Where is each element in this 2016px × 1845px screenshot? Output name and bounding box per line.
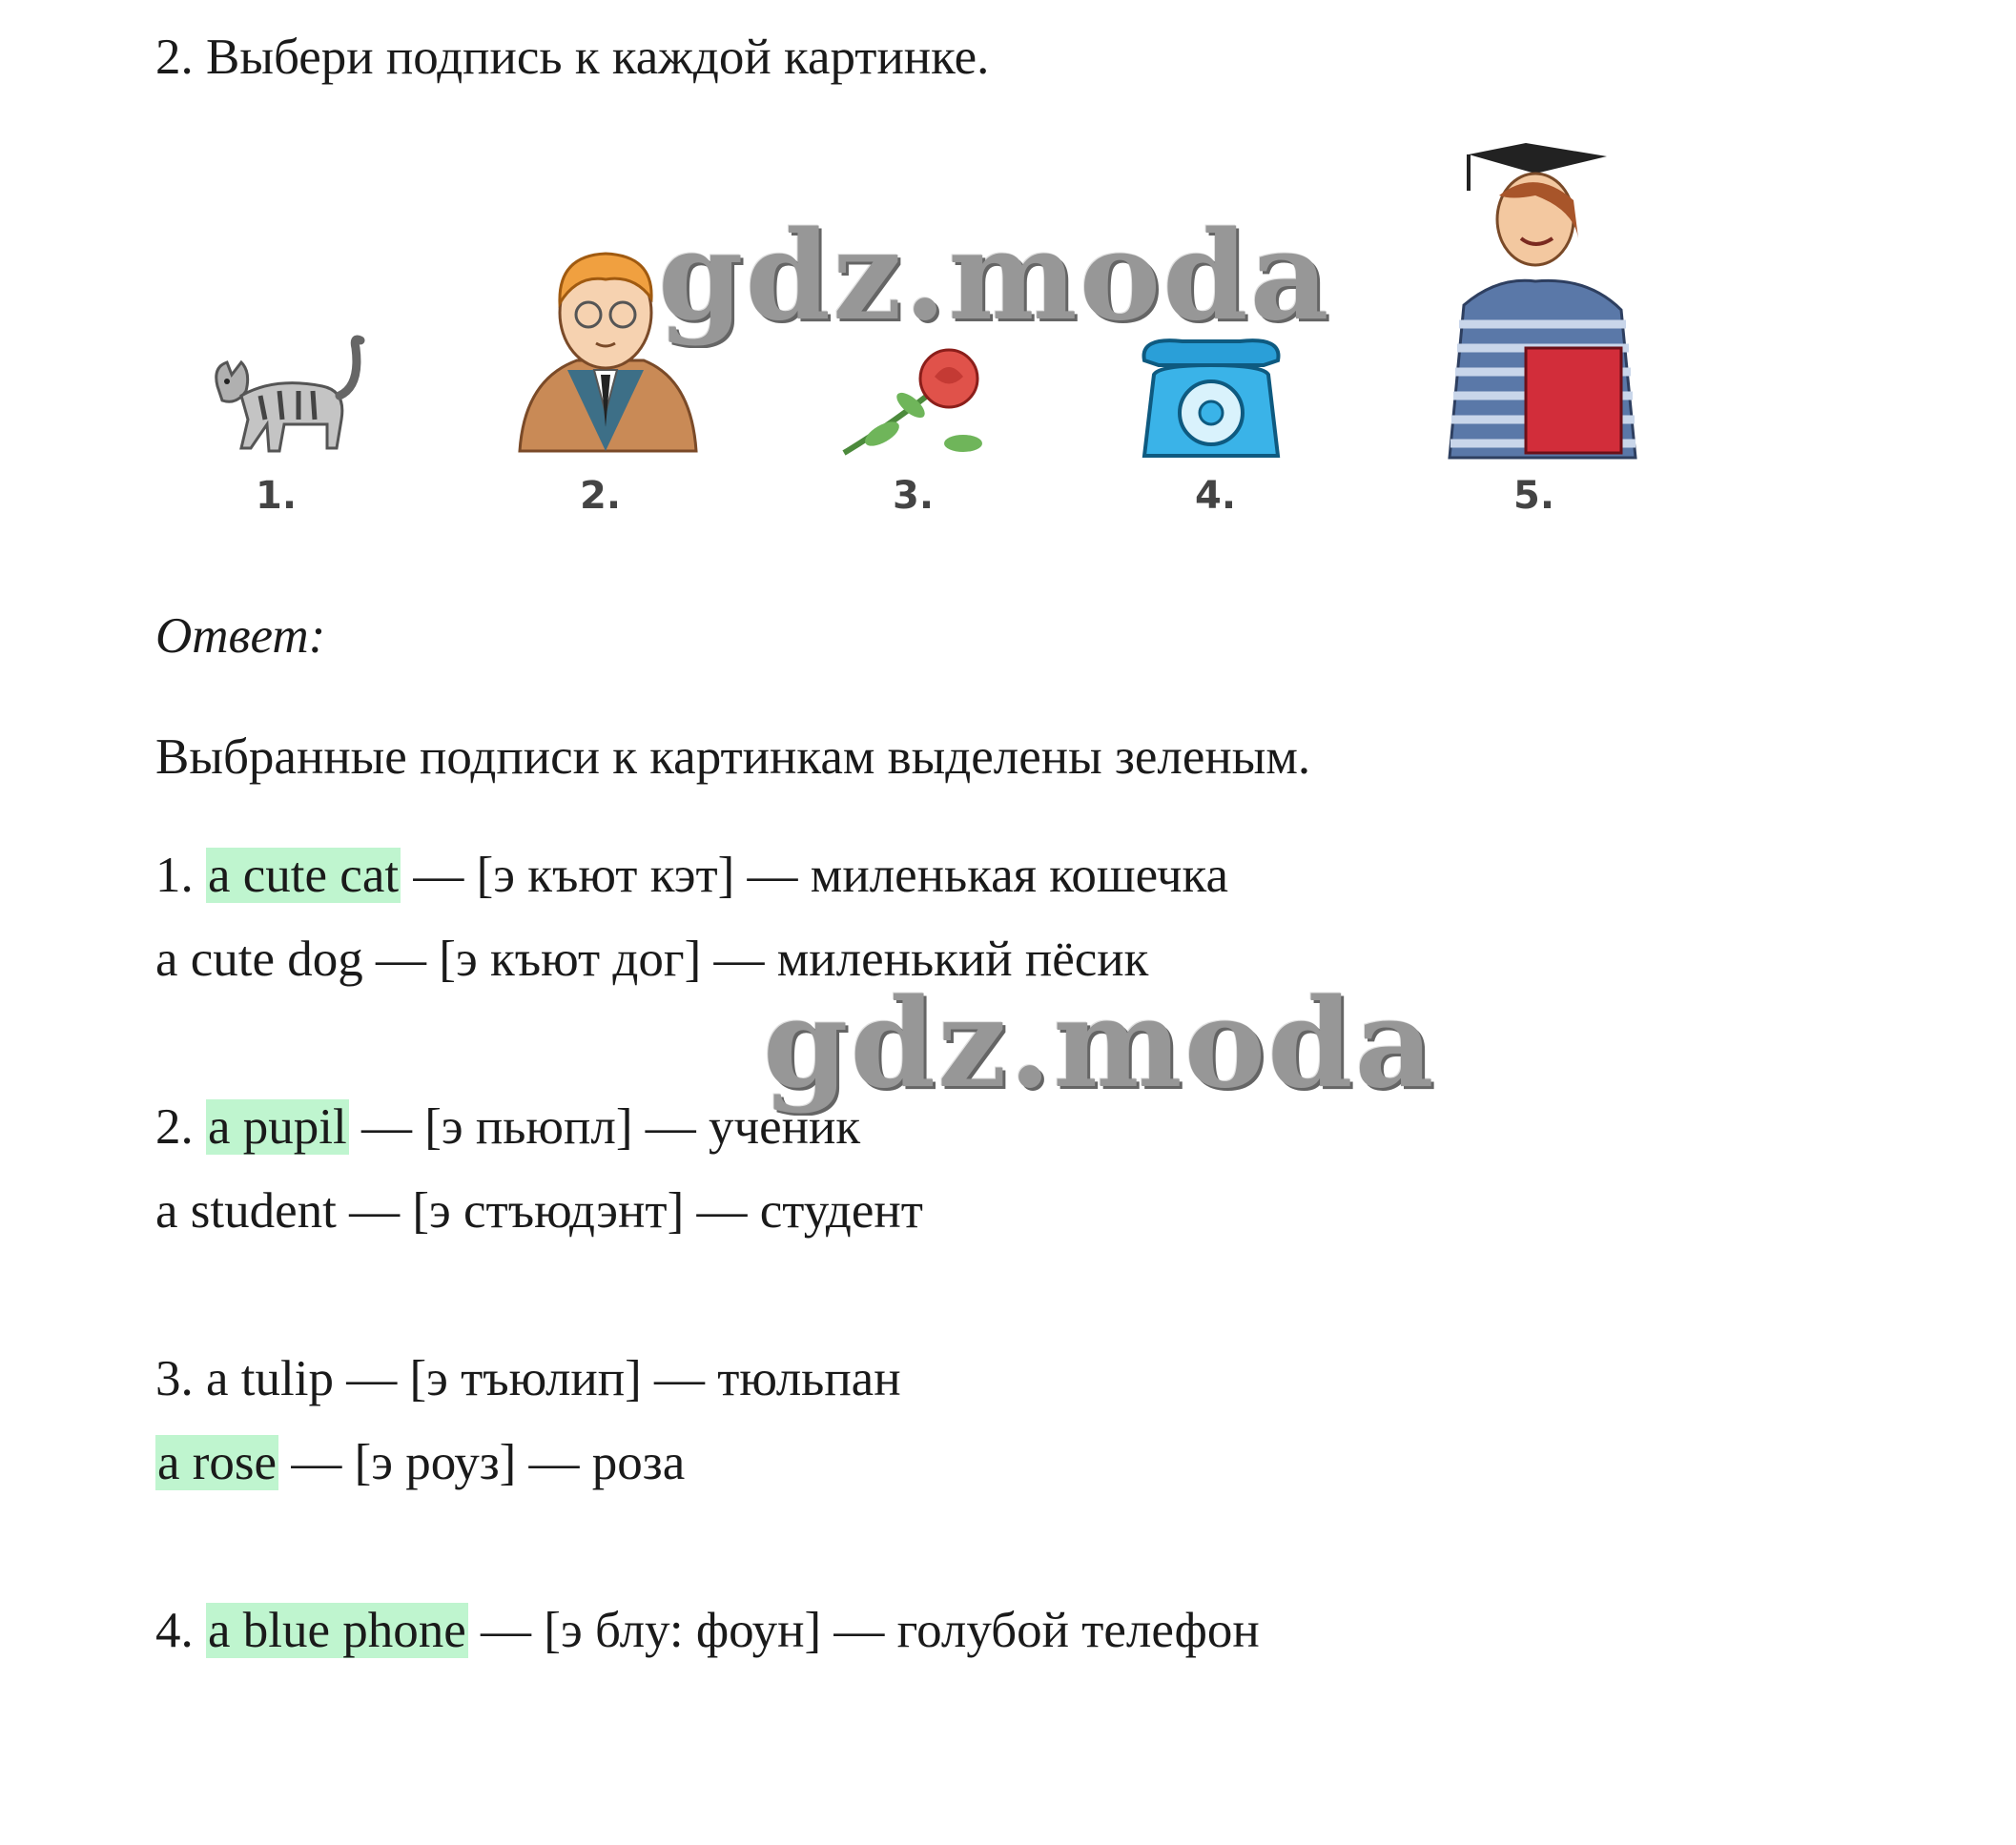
selected-caption: a rose: [157, 1435, 278, 1490]
task-heading: [155, 27, 989, 88]
answer-item: [155, 929, 1148, 990]
answer-item: [155, 1097, 860, 1158]
item-number: 4.: [155, 1603, 194, 1658]
item-translation: — [э блу: фоун] — голубой телефон: [467, 1603, 1260, 1658]
answer-item: [155, 1432, 685, 1493]
watermark: gdz.moda: [763, 973, 1436, 1116]
item-number: 3.: [155, 1351, 194, 1406]
answer-item: [155, 1600, 1260, 1661]
item-number: 1.: [155, 848, 194, 903]
item-translation: — [э пьюпл] — ученик: [348, 1099, 861, 1155]
item-translation: — [э роуз] — роза: [278, 1435, 686, 1490]
selected-caption: a blue phone: [208, 1603, 466, 1658]
phone-icon: [1130, 332, 1292, 465]
student-icon: [1430, 143, 1659, 462]
task-text: Выбери подпись к каждой картинке.: [206, 30, 990, 85]
task-number: 2.: [155, 30, 194, 85]
answer-intro: Выбранные подписи к картинкам выделены зеленым.: [155, 729, 1311, 785]
item-number: 2.: [155, 1099, 194, 1155]
watermark: gdz.moda: [658, 205, 1331, 348]
answer-item: [155, 1180, 923, 1241]
picture-number: 5.: [1513, 474, 1555, 518]
answer-label: Ответ:: [155, 608, 326, 664]
picture-number: 3.: [893, 474, 935, 518]
item-translation: — [э къют кэт] — миленькая кошечка: [401, 848, 1229, 903]
picture-number: 2.: [580, 474, 622, 518]
item-text: a tulip — [э тъюлип] — тюльпан: [206, 1351, 901, 1406]
answer-item: [155, 1348, 901, 1409]
cat-icon: [189, 329, 370, 462]
picture-number: 1.: [256, 474, 298, 518]
item-text: a student — [э стъюдэнт] — студент: [155, 1183, 923, 1239]
selected-caption: a cute cat: [208, 848, 400, 903]
selected-caption: a pupil: [208, 1099, 347, 1155]
picture-number: 4.: [1195, 474, 1237, 518]
item-text: a cute dog — [э къют дог] — миленький пёсик: [155, 932, 1149, 987]
rose-icon: [834, 338, 997, 462]
answer-item: [155, 845, 1228, 906]
